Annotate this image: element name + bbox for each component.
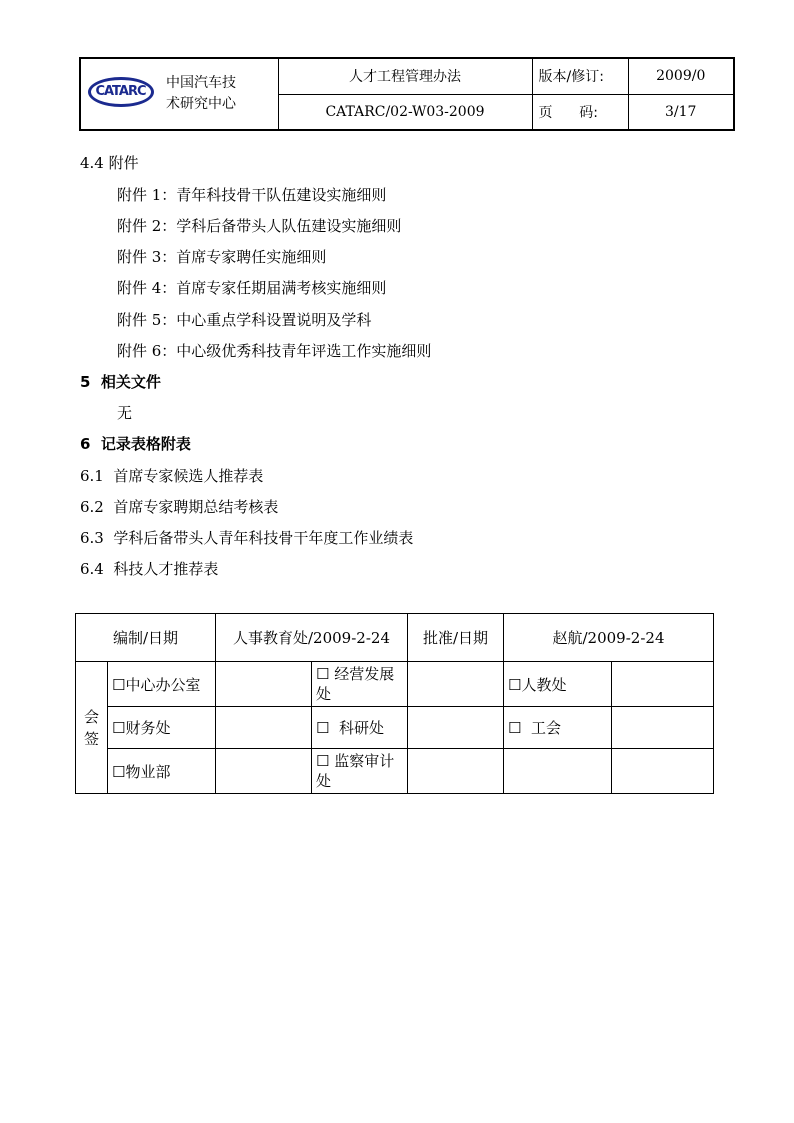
countersign-option[interactable]: ☐ 经营发展处 — [312, 662, 408, 707]
countersign-option[interactable]: ☐中心办公室 — [108, 662, 216, 707]
countersign-option[interactable]: ☐物业部 — [108, 749, 216, 794]
countersign-option[interactable]: ☐ 工会 — [504, 707, 612, 749]
form-item: 6.3 学科后备带头人青年科技骨干年度工作业绩表 — [80, 529, 414, 547]
signoff-table — [75, 613, 714, 794]
section-6-heading: 6 记录表格附表 — [80, 435, 191, 453]
countersign-blank — [408, 707, 504, 749]
countersign-blank — [612, 707, 714, 749]
countersign-label: 会签 — [76, 662, 108, 794]
logo-text: CATARC — [95, 84, 146, 99]
attachment-item: 附件 5：中心重点学科设置说明及学科 — [117, 311, 372, 329]
countersign-blank — [408, 749, 504, 794]
countersign-blank — [408, 662, 504, 707]
document-code: CATARC/02-W03-2009 — [278, 94, 532, 130]
prepared-value: 人事教育处/2009-2-24 — [216, 614, 408, 662]
attachment-item: 附件 6：中心级优秀科技青年评选工作实施细则 — [117, 342, 432, 360]
page-number: 3/17 — [628, 94, 734, 130]
attachment-item: 附件 4：首席专家任期届满考核实施细则 — [117, 279, 387, 297]
countersign-blank — [216, 662, 312, 707]
attachment-item: 附件 3：首席专家聘任实施细则 — [117, 248, 327, 266]
attachment-item: 附件 2：学科后备带头人队伍建设实施细则 — [117, 217, 402, 235]
version-value: 2009/0 — [628, 58, 734, 94]
countersign-option[interactable]: ☐ 监察审计处 — [312, 749, 408, 794]
org-line-1: 中国汽车技 — [166, 75, 236, 91]
document-header-table — [79, 57, 735, 131]
org-line-2: 术研究中心 — [166, 96, 236, 112]
approved-label: 批准/日期 — [408, 614, 504, 662]
section-5-heading: 5 相关文件 — [80, 373, 161, 391]
countersign-blank — [216, 707, 312, 749]
countersign-option[interactable]: ☐人教处 — [504, 662, 612, 707]
document-title: 人才工程管理办法 — [278, 58, 532, 94]
form-item: 6.1 首席专家候选人推荐表 — [80, 467, 264, 485]
version-label: 版本/修订: — [532, 58, 628, 94]
attachment-item: 附件 1：青年科技骨干队伍建设实施细则 — [117, 186, 387, 204]
countersign-option[interactable]: ☐ 科研处 — [312, 707, 408, 749]
form-item: 6.4 科技人才推荐表 — [80, 560, 219, 578]
countersign-blank — [612, 662, 714, 707]
section-4-4-heading: 4.4 附件 — [80, 154, 139, 172]
countersign-option[interactable]: ☐财务处 — [108, 707, 216, 749]
form-item: 6.2 首席专家聘期总结考核表 — [80, 498, 279, 516]
logo-cell — [80, 58, 160, 130]
approved-value: 赵航/2009-2-24 — [504, 614, 714, 662]
prepared-label: 编制/日期 — [76, 614, 216, 662]
countersign-blank — [504, 749, 612, 794]
section-5-body: 无 — [117, 404, 133, 422]
catarc-logo — [88, 77, 154, 107]
page-label: 页 码: — [532, 94, 628, 130]
countersign-blank — [612, 749, 714, 794]
organization-name — [160, 58, 278, 130]
countersign-blank — [216, 749, 312, 794]
